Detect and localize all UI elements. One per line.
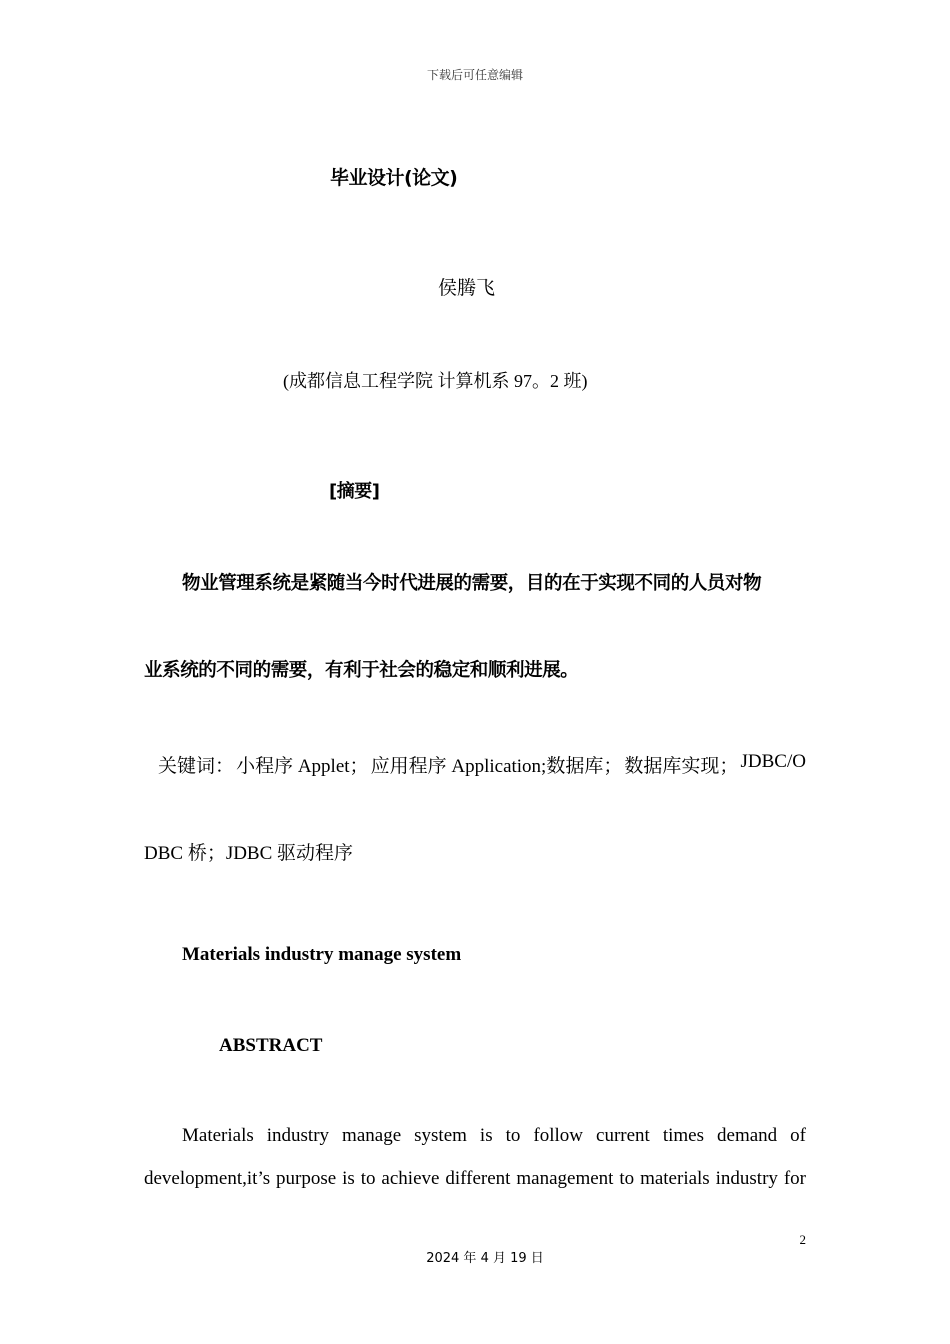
author-name: 侯腾飞 [438,277,496,299]
english-title: Materials industry manage system [182,944,462,965]
english-abstract-line-1-text: Materials industry manage system is to follow current times demand of [182,1125,806,1146]
keywords-line-1 [158,751,806,778]
keyword-application-database: 应用程序 Application;数据库； [370,756,623,777]
header-note: 下载后可任意编辑 [426,68,523,82]
footer-date: 2024 年 4 月 19 日 [426,1251,544,1266]
english-abstract-line-1 [144,1125,806,1147]
chinese-abstract-heading: [摘要] [329,481,380,502]
chinese-abstract-line-2: 业系统的不同的需要，有利于社会的稳定和顺利进展。 [144,660,579,681]
chinese-abstract-line-1: 物业管理系统是紧随当今时代进展的需要，目的在于实现不同的人员对物 [182,573,762,594]
english-abstract-line-2: development,it’s purpose is to achieve different management to materials industry for [144,1168,806,1189]
author-affiliation: (成都信息工程学院 计算机系 97。2 班) [283,371,588,391]
english-abstract-heading: ABSTRACT [219,1035,323,1056]
page-number: 2 [799,1232,806,1247]
thesis-title: 毕业设计(论文) [330,167,458,189]
keywords-label: 关键词： [158,756,235,777]
keywords-line-2: DBC 桥；JDBC 驱动程序 [144,843,354,864]
keyword-applet: 小程序 Applet； [236,756,369,777]
keyword-database-implementation: 数据库实现； [624,756,739,777]
keyword-jdbc-odbc-start: JDBC/O [740,751,806,772]
